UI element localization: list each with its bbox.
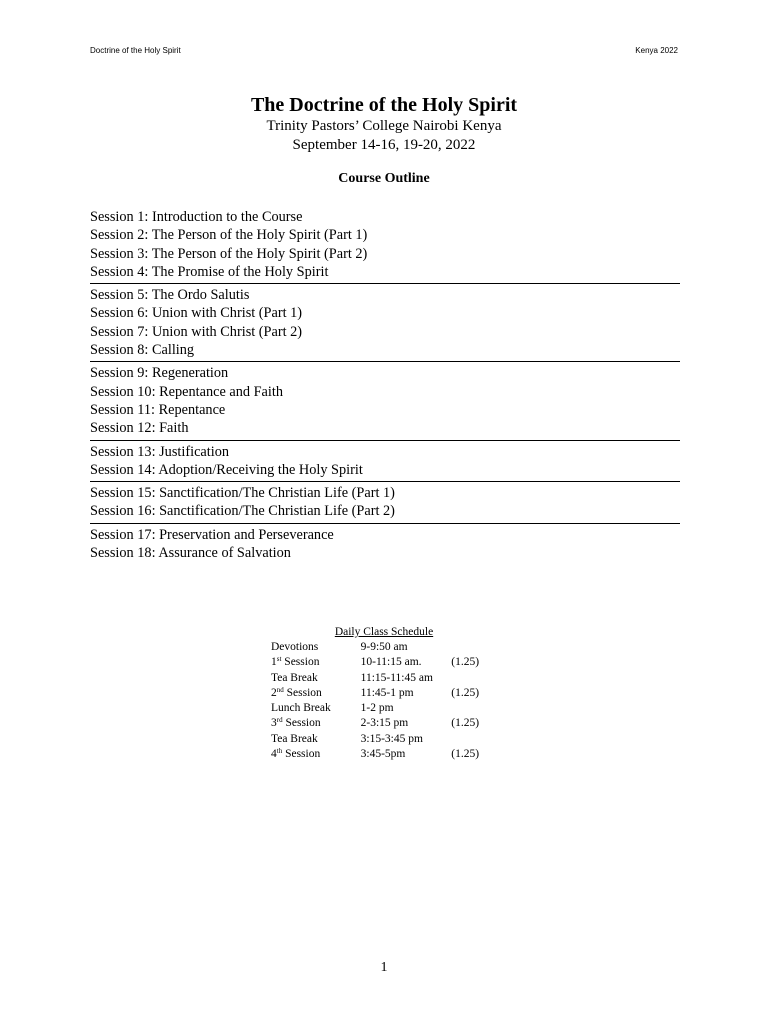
- schedule-activity: [271, 701, 361, 716]
- session-item: Session 1: Introduction to the Course: [90, 209, 303, 225]
- session-item: Session 2: The Person of the Holy Spirit (Part 1): [90, 227, 368, 244]
- session-group: [90, 481, 680, 523]
- ordinal-suffix: rd: [276, 716, 283, 725]
- schedule-hours: [451, 701, 511, 716]
- header-left-text: Doctrine of the Holy Spirit: [90, 46, 181, 55]
- schedule-activity: [271, 671, 361, 686]
- schedule-hours: [451, 640, 511, 655]
- activity-label: Devotions: [271, 641, 319, 653]
- session-group: [90, 440, 680, 482]
- schedule-activity: [271, 640, 361, 655]
- schedule-time: 3:15-3:45 pm: [360, 732, 423, 745]
- course-outline-list: [90, 208, 680, 562]
- schedule-row: [271, 732, 511, 747]
- session-group: [90, 361, 680, 439]
- schedule-title: Daily Class Schedule: [334, 626, 434, 638]
- session-ordinal: 2: [271, 686, 277, 699]
- schedule-hours: [451, 671, 511, 686]
- session-item: Session 10: Repentance and Faith: [90, 383, 283, 400]
- schedule-time: 2-3:15 pm: [360, 717, 409, 730]
- session-group: [90, 208, 680, 283]
- activity-label: Lunch Break: [271, 702, 331, 715]
- schedule-time: 10-11:15 am.: [360, 656, 422, 669]
- session-item: Session 18: Assurance of Salvation: [90, 545, 291, 562]
- schedule-row: [271, 701, 511, 716]
- session-item: Session 6: Union with Christ (Part 1): [90, 305, 303, 322]
- subtitle-institution: Trinity Pastors’ College Nairobi Kenya: [266, 118, 502, 134]
- schedule-time: 3:45-5pm: [360, 748, 406, 761]
- schedule-rows: [271, 640, 511, 762]
- schedule-activity: [271, 655, 361, 670]
- session-item: Session 14: Adoption/Receiving the Holy Spirit: [90, 461, 363, 478]
- schedule-hours: (1.25): [451, 717, 480, 730]
- activity-label: Session: [281, 656, 320, 669]
- session-item: Session 7: Union with Christ (Part 2): [90, 323, 303, 340]
- schedule-row: [271, 671, 511, 686]
- activity-label: Session: [282, 748, 321, 761]
- session-item: Session 4: The Promise of the Holy Spirit: [90, 263, 329, 280]
- schedule-hours: (1.25): [451, 656, 480, 669]
- session-item: Session 12: Faith: [90, 420, 189, 437]
- session-item: Session 9: Regeneration: [90, 365, 229, 382]
- document-title: The Doctrine of the Holy Spirit: [250, 94, 518, 116]
- schedule-activity: [271, 732, 361, 747]
- schedule-row: [271, 747, 511, 762]
- session-item: Session 16: Sanctification/The Christian Life (Part 2): [90, 503, 395, 520]
- session-item: Session 5: The Ordo Salutis: [90, 287, 250, 304]
- course-outline-heading: Course Outline: [338, 171, 430, 186]
- session-item: Session 15: Sanctification/The Christian Life (Part 1): [90, 485, 395, 502]
- schedule-row: [271, 640, 511, 655]
- schedule-activity: [271, 747, 361, 762]
- ordinal-suffix: st: [276, 655, 282, 664]
- schedule-time: 11:15-11:45 am: [360, 671, 433, 684]
- session-group: [90, 523, 680, 563]
- schedule-hours: [451, 732, 511, 747]
- ordinal-suffix: nd: [276, 685, 284, 694]
- schedule-hours: (1.25): [451, 748, 480, 761]
- header-right-text: Kenya 2022: [635, 46, 678, 55]
- schedule-time: 9-9:50 am: [360, 641, 408, 653]
- session-ordinal: 4: [271, 748, 277, 761]
- session-ordinal: 3: [271, 717, 277, 730]
- session-item: Session 3: The Person of the Holy Spirit (Part 2): [90, 245, 368, 262]
- session-group: [90, 283, 680, 361]
- activity-label: Tea Break: [271, 732, 318, 745]
- schedule-time: 11:45-1 pm: [360, 686, 414, 699]
- subtitle-dates: September 14-16, 19-20, 2022: [292, 137, 476, 153]
- title-block: [0, 93, 768, 188]
- activity-label: Session: [283, 686, 322, 699]
- session-item: Session 11: Repentance: [90, 401, 226, 418]
- session-item: Session 8: Calling: [90, 342, 195, 359]
- session-item: Session 13: Justification: [90, 443, 229, 460]
- ordinal-suffix: th: [276, 747, 283, 756]
- activity-label: Session: [282, 717, 321, 730]
- schedule-time: 1-2 pm: [360, 702, 394, 715]
- session-ordinal: 1: [271, 656, 277, 669]
- schedule-row: [271, 716, 511, 731]
- schedule-activity: [271, 686, 361, 701]
- schedule-activity: [271, 716, 361, 731]
- session-item: Session 17: Preservation and Perseverance: [90, 526, 334, 543]
- daily-schedule: [271, 624, 511, 762]
- schedule-hours: (1.25): [451, 686, 480, 699]
- activity-label: Tea Break: [271, 671, 318, 684]
- schedule-row: [271, 655, 511, 670]
- running-header: [90, 46, 678, 55]
- schedule-row: [271, 686, 511, 701]
- page-number: 1: [380, 960, 388, 975]
